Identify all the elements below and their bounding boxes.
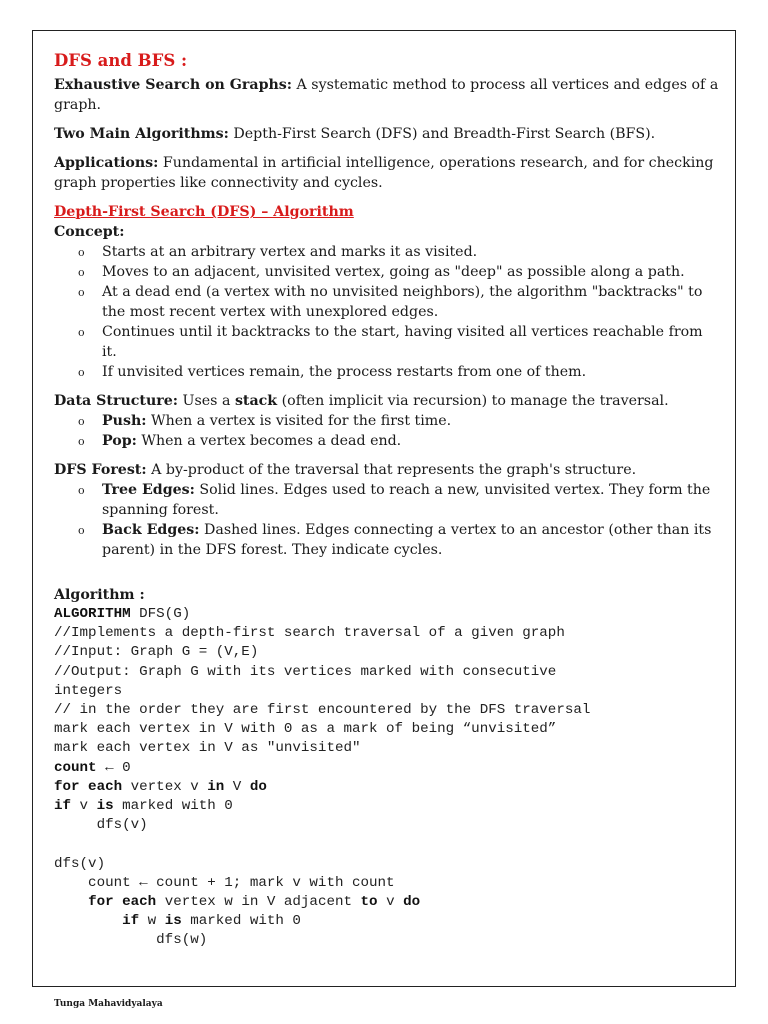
code-line: //Output: Graph G with its vertices marked with consecutive — [54, 663, 557, 680]
dfs-forest-line — [54, 460, 719, 480]
list-item — [78, 322, 719, 362]
bullet-icon: o — [78, 415, 85, 428]
concept-section — [54, 222, 719, 382]
list-item — [78, 411, 719, 431]
dfs-forest-list — [54, 480, 719, 560]
intro-label: Exhaustive Search on Graphs: — [54, 77, 293, 93]
dfs-section-heading: Depth-First Search (DFS) – Algorithm — [54, 204, 354, 220]
intro-text: Fundamental in artificial intelligence, operations research, and for checking graph properties like connectivity and cycles. — [54, 155, 714, 191]
list-item-text: When a vertex becomes a dead end. — [136, 433, 402, 449]
bullet-icon: o — [78, 435, 85, 448]
code-text: v — [377, 894, 404, 911]
list-item-text: When a vertex is visited for the first time. — [146, 413, 452, 429]
intro-applications — [54, 153, 719, 193]
code-line: integers — [54, 682, 123, 699]
intro-two-algorithms — [54, 124, 719, 144]
intro-text: A systematic method to process all vertices and edges of a graph. — [54, 77, 719, 113]
data-structure-line — [54, 391, 719, 411]
stack-term: stack — [234, 393, 278, 409]
code-text: marked with 0 — [113, 798, 233, 815]
code-keyword: to — [360, 894, 378, 911]
algorithm-label: Algorithm : — [54, 587, 145, 603]
intro-text: Depth-First Search (DFS) and Breadth-First Search (BFS). — [228, 126, 656, 142]
list-item-label: Pop: — [102, 433, 137, 449]
code-text: ← 0 — [96, 759, 131, 776]
code-keyword: in — [207, 778, 225, 795]
page-footer: Tunga Mahavidyalaya — [54, 999, 163, 1009]
code-line: dfs(v) — [54, 855, 106, 872]
bullet-icon: o — [78, 266, 85, 279]
code-keyword: is — [96, 798, 114, 815]
code-keyword: is — [164, 913, 182, 930]
code-text: w — [139, 913, 165, 930]
bullet-icon: o — [78, 326, 85, 339]
dfs-forest-section — [54, 460, 719, 560]
code-keyword: count — [54, 759, 97, 776]
list-item — [78, 431, 719, 451]
code-line — [54, 778, 719, 797]
intro-label: Applications: — [54, 155, 159, 171]
list-item — [78, 282, 719, 322]
code-keyword: do — [249, 778, 267, 795]
list-item-label: Back Edges: — [102, 522, 200, 538]
data-structure-label: Data Structure: — [54, 393, 179, 409]
code-line — [54, 797, 719, 816]
list-item-text: Starts at an arbitrary vertex and marks it as visited. — [102, 244, 478, 260]
code-line — [54, 605, 719, 624]
code-line: mark each vertex in V as "unvisited" — [54, 740, 361, 757]
code-keyword: for each — [88, 894, 157, 911]
code-line: dfs(w) — [54, 932, 208, 949]
code-line: //Input: Graph G = (V,E) — [54, 644, 259, 661]
algorithm-code — [54, 605, 719, 951]
data-structure-section — [54, 391, 719, 451]
list-item — [78, 362, 719, 382]
bullet-icon: o — [78, 286, 85, 299]
code-line: mark each vertex in V with 0 as a mark of being “unvisited” — [54, 721, 557, 738]
code-text: vertex v — [122, 778, 208, 795]
code-indent — [54, 894, 88, 910]
code-text: marked with 0 — [181, 913, 301, 930]
list-item-text: Dashed lines. Edges connecting a vertex to an ancestor (other than its parent) in the DFS forest. They indicate cycles. — [102, 522, 712, 558]
data-structure-list — [54, 411, 719, 451]
code-keyword: do — [403, 894, 421, 911]
list-item-text: Moves to an adjacent, unvisited vertex, going as "deep" as possible along a path. — [102, 264, 685, 280]
code-line: count ← count + 1; mark v with count — [54, 874, 395, 891]
code-line — [54, 893, 719, 912]
code-keyword: if — [122, 913, 140, 930]
bullet-icon: o — [78, 366, 85, 379]
code-line: // in the order they are first encountered by the DFS traversal — [54, 702, 591, 719]
list-item-text: Continues until it backtracks to the start, having visited all vertices reachable from it. — [102, 324, 703, 360]
code-line: dfs(v) — [54, 817, 148, 834]
list-item-label: Tree Edges: — [102, 482, 195, 498]
document-body — [54, 50, 719, 951]
code-text: v — [71, 798, 97, 815]
code-text: V — [224, 778, 250, 795]
list-item — [78, 242, 719, 262]
concept-list — [54, 242, 719, 382]
list-item — [78, 480, 719, 520]
code-keyword: ALGORITHM — [54, 606, 131, 622]
list-item-text: At a dead end (a vertex with no unvisited neighbors), the algorithm "backtracks" to the most recent vertex with unexplored edges. — [102, 284, 703, 320]
bullet-icon: o — [78, 484, 85, 497]
bullet-icon: o — [78, 246, 85, 259]
intro-label: Two Main Algorithms: — [54, 126, 229, 142]
dfs-forest-text: A by-product of the traversal that represents the graph's structure. — [146, 462, 637, 478]
list-item-label: Push: — [102, 413, 147, 429]
code-line — [54, 759, 719, 778]
intro-exhaustive-search — [54, 75, 719, 115]
concept-label: Concept: — [54, 224, 125, 240]
data-structure-text: (often implicit via recursion) to manage the traversal. — [277, 393, 669, 409]
code-text: DFS(G) — [130, 606, 191, 622]
code-keyword: if — [54, 798, 72, 815]
code-text: vertex w in V adjacent — [156, 894, 361, 911]
dfs-forest-label: DFS Forest: — [54, 462, 147, 478]
bullet-icon: o — [78, 524, 85, 537]
document-title: DFS and BFS : — [54, 51, 188, 70]
list-item — [78, 520, 719, 560]
list-item-text: Solid lines. Edges used to reach a new, unvisited vertex. They form the spanning forest. — [102, 482, 711, 518]
code-line: //Implements a depth-first search traversal of a given graph — [54, 625, 565, 642]
code-blank-line — [54, 835, 719, 854]
data-structure-text: Uses a — [178, 393, 235, 409]
code-indent — [54, 913, 122, 929]
code-line — [54, 912, 719, 931]
list-item-text: If unvisited vertices remain, the process restarts from one of them. — [102, 364, 587, 380]
list-item — [78, 262, 719, 282]
code-keyword: for each — [54, 778, 123, 795]
